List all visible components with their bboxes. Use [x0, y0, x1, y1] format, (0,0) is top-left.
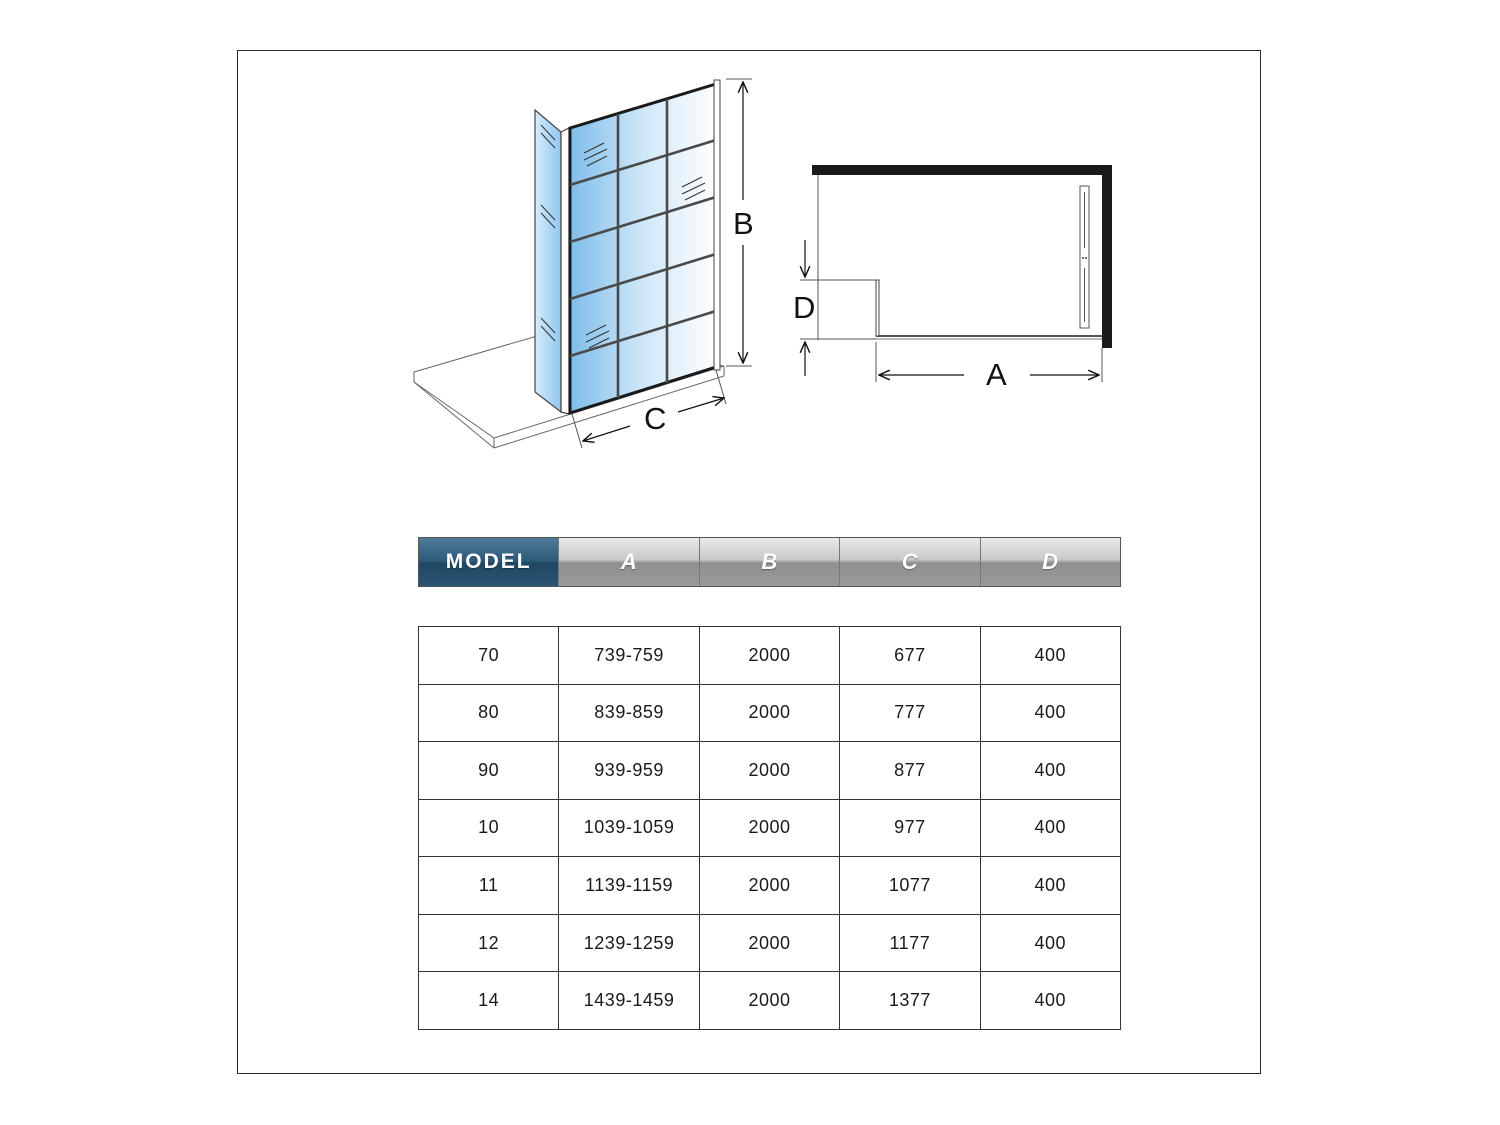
header-d: D: [980, 538, 1120, 586]
cell-model: 80: [419, 684, 559, 742]
dimension-table-header: [418, 537, 1121, 587]
header-c: C: [839, 538, 979, 586]
cell-a: 1139-1159: [559, 857, 699, 915]
dimension-label-c: C: [644, 401, 667, 436]
cell-a: 1439-1459: [559, 972, 699, 1030]
table-row: [419, 799, 1121, 857]
cell-d: 400: [980, 914, 1120, 972]
header-a: A: [558, 538, 698, 586]
cell-model: 14: [419, 972, 559, 1030]
cell-b: 2000: [699, 684, 839, 742]
dimension-label-b: B: [733, 206, 754, 241]
main-glass-panel: [570, 84, 716, 413]
cell-model: 11: [419, 857, 559, 915]
wall-right: [1102, 165, 1112, 348]
cell-model: 70: [419, 627, 559, 685]
cell-c: 1377: [840, 972, 980, 1030]
cell-c: 877: [840, 742, 980, 800]
cell-d: 400: [980, 857, 1120, 915]
shower-screen-diagram: [0, 0, 1500, 530]
cell-b: 2000: [699, 914, 839, 972]
cell-model: 10: [419, 799, 559, 857]
cell-a: 939-959: [559, 742, 699, 800]
cell-c: 777: [840, 684, 980, 742]
cell-a: 1239-1259: [559, 914, 699, 972]
cell-d: 400: [980, 799, 1120, 857]
cell-model: 90: [419, 742, 559, 800]
table-row: [419, 857, 1121, 915]
cell-d: 400: [980, 742, 1120, 800]
dimension-label-d: D: [793, 290, 816, 325]
cell-b: 2000: [699, 799, 839, 857]
cell-a: 839-859: [559, 684, 699, 742]
cell-d: 400: [980, 627, 1120, 685]
cell-c: 1177: [840, 914, 980, 972]
perspective-view: [414, 79, 754, 448]
cell-b: 2000: [699, 857, 839, 915]
cell-c: 1077: [840, 857, 980, 915]
table-row: [419, 627, 1121, 685]
cell-d: 400: [980, 684, 1120, 742]
cell-b: 2000: [699, 627, 839, 685]
side-glass-panel: [535, 110, 561, 412]
cell-b: 2000: [699, 742, 839, 800]
table-row: [419, 914, 1121, 972]
header-model: MODEL: [419, 538, 558, 586]
table-row: [419, 972, 1121, 1030]
dimension-table: [418, 626, 1121, 1030]
plan-view: [793, 165, 1112, 392]
cell-c: 677: [840, 627, 980, 685]
plan-screen-panel: [876, 280, 879, 336]
wall-top: [812, 165, 1112, 175]
cell-model: 12: [419, 914, 559, 972]
dimension-label-a: A: [986, 357, 1007, 392]
glass-end-post: [714, 80, 720, 370]
table-row: [419, 742, 1121, 800]
cell-a: 739-759: [559, 627, 699, 685]
header-b: B: [699, 538, 839, 586]
cell-c: 977: [840, 799, 980, 857]
wall-profile: [561, 128, 569, 414]
cell-a: 1039-1059: [559, 799, 699, 857]
cell-d: 400: [980, 972, 1120, 1030]
cell-b: 2000: [699, 972, 839, 1030]
table-row: [419, 684, 1121, 742]
